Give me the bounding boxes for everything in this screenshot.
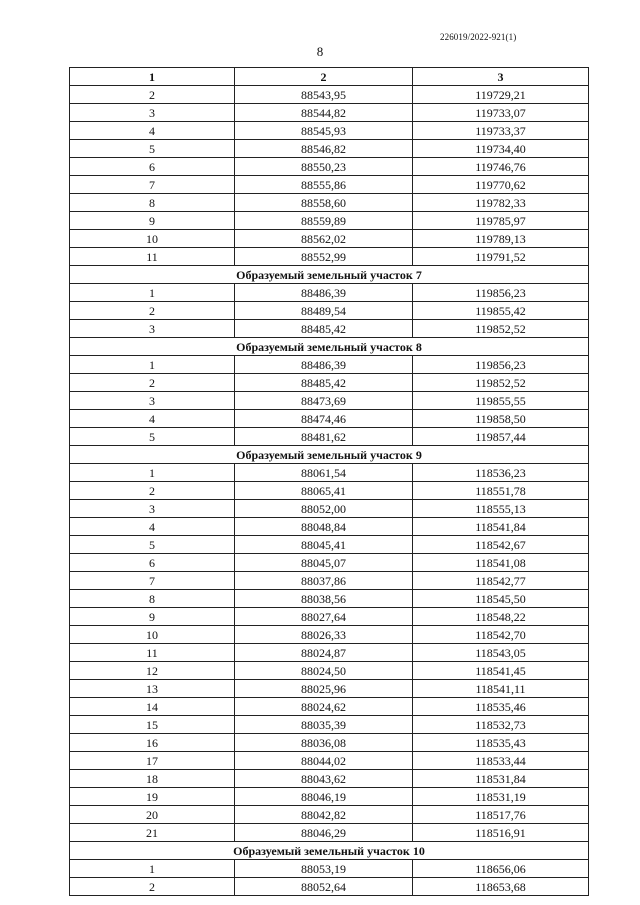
y-coordinate-cell: 118541,08 (413, 554, 589, 572)
section-title: Образуемый земельный участок 10 (70, 842, 589, 860)
table-row (70, 464, 589, 482)
y-coordinate-cell: 119746,76 (413, 158, 589, 176)
point-number-cell: 10 (70, 626, 235, 644)
point-number-cell: 3 (70, 500, 235, 518)
point-number-cell: 2 (70, 86, 235, 104)
x-coordinate-cell: 88045,07 (235, 554, 413, 572)
page-number: 8 (316, 44, 324, 59)
x-coordinate-cell: 88046,29 (235, 824, 413, 842)
table-row (70, 770, 589, 788)
table-row (70, 302, 589, 320)
x-coordinate-cell: 88037,86 (235, 572, 413, 590)
section-row (70, 842, 589, 860)
x-coordinate-cell: 88562,02 (235, 230, 413, 248)
table-row (70, 698, 589, 716)
x-coordinate-cell: 88486,39 (235, 284, 413, 302)
point-number-cell: 3 (70, 392, 235, 410)
y-coordinate-cell: 118535,46 (413, 698, 589, 716)
point-number-cell: 12 (70, 662, 235, 680)
point-number-cell: 3 (70, 104, 235, 122)
x-coordinate-cell: 88038,56 (235, 590, 413, 608)
table-row (70, 356, 589, 374)
section-title: Образуемый земельный участок 7 (70, 266, 589, 284)
point-number-cell: 5 (70, 140, 235, 158)
point-number-cell: 1 (70, 284, 235, 302)
table-row (70, 788, 589, 806)
x-coordinate-cell: 88053,19 (235, 860, 413, 878)
table-row (70, 716, 589, 734)
point-number-cell: 7 (70, 176, 235, 194)
table-row (70, 428, 589, 446)
point-number-cell: 17 (70, 752, 235, 770)
table-row (70, 518, 589, 536)
y-coordinate-cell: 119733,07 (413, 104, 589, 122)
y-coordinate-cell: 119782,33 (413, 194, 589, 212)
x-coordinate-cell: 88550,23 (235, 158, 413, 176)
x-coordinate-cell: 88035,39 (235, 716, 413, 734)
x-coordinate-cell: 88043,62 (235, 770, 413, 788)
x-coordinate-cell: 88474,46 (235, 410, 413, 428)
y-coordinate-cell: 118516,91 (413, 824, 589, 842)
y-coordinate-cell: 118656,06 (413, 860, 589, 878)
y-coordinate-cell: 119852,52 (413, 320, 589, 338)
point-number-cell: 21 (70, 824, 235, 842)
x-coordinate-cell: 88552,99 (235, 248, 413, 266)
table-row (70, 644, 589, 662)
section-row (70, 266, 589, 284)
x-coordinate-cell: 88046,19 (235, 788, 413, 806)
table-row (70, 734, 589, 752)
point-number-cell: 8 (70, 194, 235, 212)
y-coordinate-cell: 119733,37 (413, 122, 589, 140)
y-coordinate-cell: 118543,05 (413, 644, 589, 662)
x-coordinate-cell: 88485,42 (235, 374, 413, 392)
table-row (70, 86, 589, 104)
point-number-cell: 2 (70, 302, 235, 320)
point-number-cell: 6 (70, 158, 235, 176)
x-coordinate-cell: 88024,62 (235, 698, 413, 716)
y-coordinate-cell: 118548,22 (413, 608, 589, 626)
x-coordinate-cell: 88485,42 (235, 320, 413, 338)
y-coordinate-cell: 118545,50 (413, 590, 589, 608)
x-coordinate-cell: 88543,95 (235, 86, 413, 104)
table-row (70, 104, 589, 122)
section-row (70, 446, 589, 464)
point-number-cell: 1 (70, 464, 235, 482)
column-header-point: 1 (70, 68, 235, 86)
x-coordinate-cell: 88065,41 (235, 482, 413, 500)
x-coordinate-cell: 88061,54 (235, 464, 413, 482)
x-coordinate-cell: 88025,96 (235, 680, 413, 698)
y-coordinate-cell: 119734,40 (413, 140, 589, 158)
point-number-cell: 1 (70, 356, 235, 374)
table-row (70, 158, 589, 176)
point-number-cell: 9 (70, 608, 235, 626)
coordinates-table (69, 67, 589, 896)
table-row (70, 194, 589, 212)
table-row (70, 500, 589, 518)
y-coordinate-cell: 119729,21 (413, 86, 589, 104)
point-number-cell: 9 (70, 212, 235, 230)
table-row (70, 410, 589, 428)
point-number-cell: 7 (70, 572, 235, 590)
y-coordinate-cell: 118653,68 (413, 878, 589, 896)
table-row (70, 230, 589, 248)
point-number-cell: 19 (70, 788, 235, 806)
point-number-cell: 20 (70, 806, 235, 824)
y-coordinate-cell: 118555,13 (413, 500, 589, 518)
table-row (70, 284, 589, 302)
x-coordinate-cell: 88489,54 (235, 302, 413, 320)
point-number-cell: 10 (70, 230, 235, 248)
point-number-cell: 11 (70, 248, 235, 266)
table-row (70, 248, 589, 266)
table-row (70, 824, 589, 842)
y-coordinate-cell: 118542,70 (413, 626, 589, 644)
table-row (70, 140, 589, 158)
table-row (70, 536, 589, 554)
point-number-cell: 13 (70, 680, 235, 698)
y-coordinate-cell: 118533,44 (413, 752, 589, 770)
point-number-cell: 11 (70, 644, 235, 662)
y-coordinate-cell: 118531,19 (413, 788, 589, 806)
x-coordinate-cell: 88545,93 (235, 122, 413, 140)
table-row (70, 626, 589, 644)
y-coordinate-cell: 119791,52 (413, 248, 589, 266)
table-row (70, 572, 589, 590)
section-title: Образуемый земельный участок 9 (70, 446, 589, 464)
point-number-cell: 4 (70, 410, 235, 428)
table-row (70, 608, 589, 626)
x-coordinate-cell: 88559,89 (235, 212, 413, 230)
table-row (70, 392, 589, 410)
point-number-cell: 3 (70, 320, 235, 338)
y-coordinate-cell: 119858,50 (413, 410, 589, 428)
x-coordinate-cell: 88486,39 (235, 356, 413, 374)
x-coordinate-cell: 88473,69 (235, 392, 413, 410)
section-title: Образуемый земельный участок 8 (70, 338, 589, 356)
column-header-x: 2 (235, 68, 413, 86)
x-coordinate-cell: 88045,41 (235, 536, 413, 554)
table-row (70, 860, 589, 878)
table-row (70, 878, 589, 896)
x-coordinate-cell: 88052,00 (235, 500, 413, 518)
point-number-cell: 2 (70, 878, 235, 896)
y-coordinate-cell: 118541,45 (413, 662, 589, 680)
y-coordinate-cell: 118541,84 (413, 518, 589, 536)
y-coordinate-cell: 119789,13 (413, 230, 589, 248)
point-number-cell: 5 (70, 536, 235, 554)
x-coordinate-cell: 88052,64 (235, 878, 413, 896)
x-coordinate-cell: 88036,08 (235, 734, 413, 752)
point-number-cell: 5 (70, 428, 235, 446)
point-number-cell: 14 (70, 698, 235, 716)
y-coordinate-cell: 118536,23 (413, 464, 589, 482)
table-row (70, 320, 589, 338)
y-coordinate-cell: 118541,11 (413, 680, 589, 698)
table-row (70, 122, 589, 140)
y-coordinate-cell: 119852,52 (413, 374, 589, 392)
point-number-cell: 2 (70, 374, 235, 392)
table-header-row (70, 68, 589, 86)
x-coordinate-cell: 88026,33 (235, 626, 413, 644)
point-number-cell: 4 (70, 122, 235, 140)
document-id: 226019/2022-921(1) (440, 32, 517, 42)
x-coordinate-cell: 88027,64 (235, 608, 413, 626)
x-coordinate-cell: 88481,62 (235, 428, 413, 446)
point-number-cell: 6 (70, 554, 235, 572)
table-row (70, 590, 589, 608)
table-row (70, 212, 589, 230)
y-coordinate-cell: 119856,23 (413, 284, 589, 302)
y-coordinate-cell: 118551,78 (413, 482, 589, 500)
point-number-cell: 4 (70, 518, 235, 536)
table-row (70, 176, 589, 194)
point-number-cell: 15 (70, 716, 235, 734)
x-coordinate-cell: 88042,82 (235, 806, 413, 824)
table-row (70, 680, 589, 698)
y-coordinate-cell: 118532,73 (413, 716, 589, 734)
x-coordinate-cell: 88044,02 (235, 752, 413, 770)
point-number-cell: 18 (70, 770, 235, 788)
y-coordinate-cell: 118535,43 (413, 734, 589, 752)
table-row (70, 482, 589, 500)
y-coordinate-cell: 119855,55 (413, 392, 589, 410)
table-row (70, 752, 589, 770)
table-row (70, 554, 589, 572)
y-coordinate-cell: 119770,62 (413, 176, 589, 194)
table-row (70, 374, 589, 392)
table-row (70, 662, 589, 680)
x-coordinate-cell: 88546,82 (235, 140, 413, 158)
y-coordinate-cell: 118542,67 (413, 536, 589, 554)
table-body (70, 86, 589, 896)
x-coordinate-cell: 88544,82 (235, 104, 413, 122)
section-row (70, 338, 589, 356)
table-row (70, 806, 589, 824)
column-header-y: 3 (413, 68, 589, 86)
y-coordinate-cell: 119855,42 (413, 302, 589, 320)
point-number-cell: 1 (70, 860, 235, 878)
y-coordinate-cell: 118531,84 (413, 770, 589, 788)
x-coordinate-cell: 88555,86 (235, 176, 413, 194)
point-number-cell: 8 (70, 590, 235, 608)
x-coordinate-cell: 88024,87 (235, 644, 413, 662)
y-coordinate-cell: 119857,44 (413, 428, 589, 446)
point-number-cell: 16 (70, 734, 235, 752)
y-coordinate-cell: 118517,76 (413, 806, 589, 824)
x-coordinate-cell: 88024,50 (235, 662, 413, 680)
y-coordinate-cell: 119785,97 (413, 212, 589, 230)
point-number-cell: 2 (70, 482, 235, 500)
x-coordinate-cell: 88558,60 (235, 194, 413, 212)
y-coordinate-cell: 118542,77 (413, 572, 589, 590)
y-coordinate-cell: 119856,23 (413, 356, 589, 374)
x-coordinate-cell: 88048,84 (235, 518, 413, 536)
